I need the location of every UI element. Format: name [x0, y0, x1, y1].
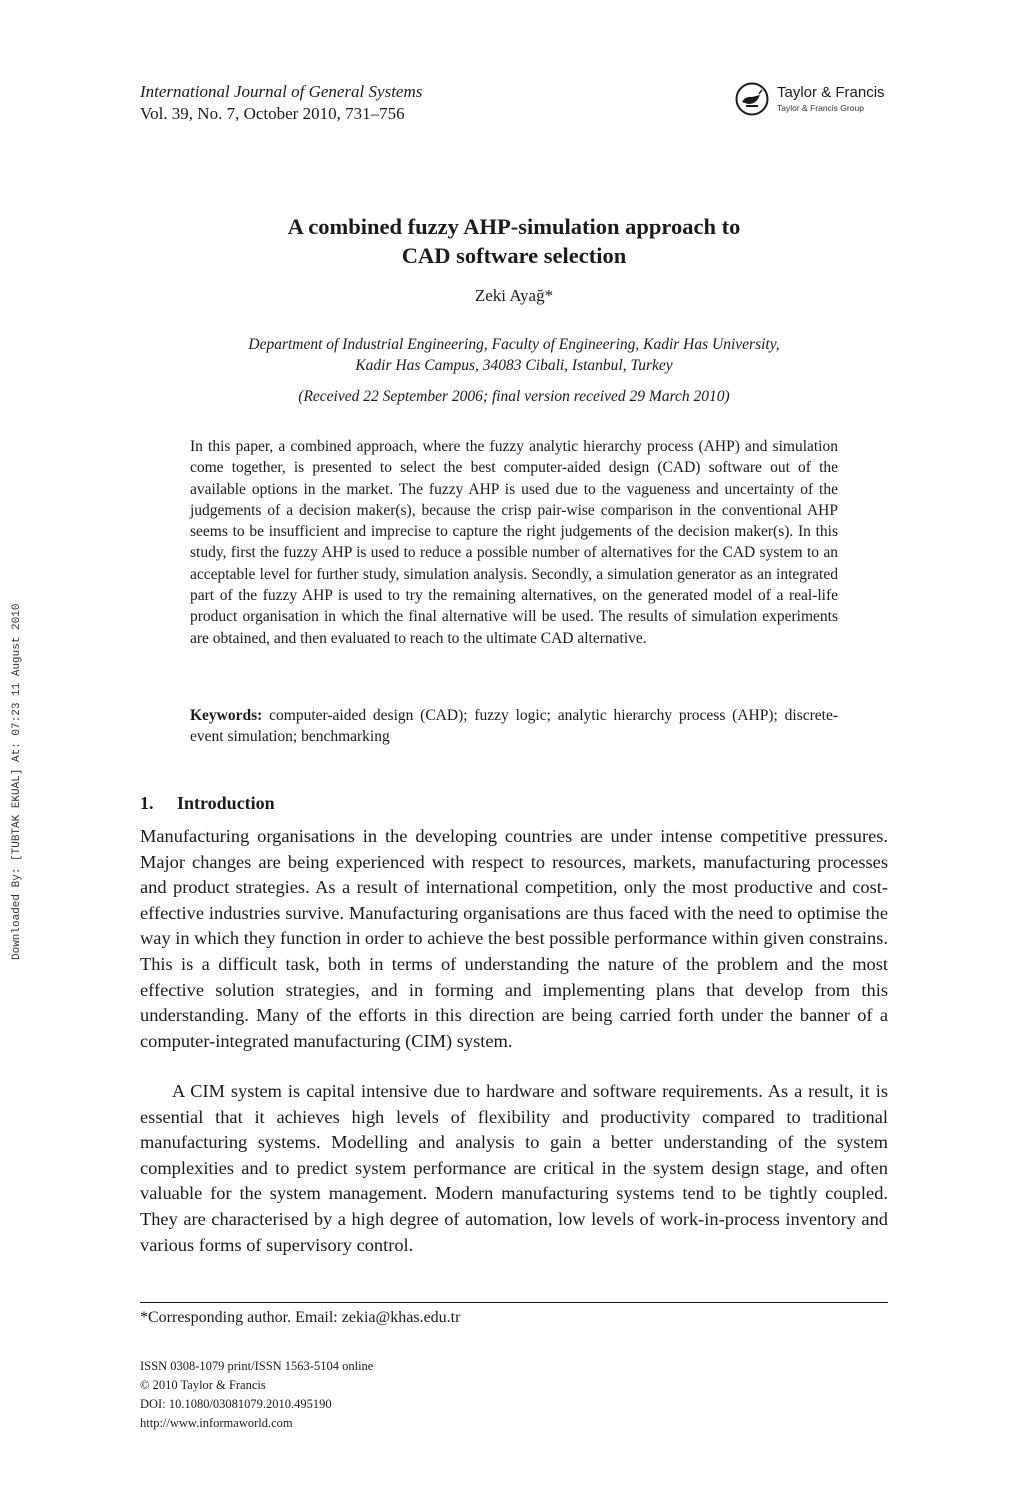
publisher-logo — [735, 80, 905, 120]
publisher-group: Taylor & Francis Group — [777, 103, 864, 113]
article-title — [140, 212, 888, 270]
keywords — [190, 705, 838, 748]
received-dates: (Received 22 September 2006; final version received 29 March 2010) — [298, 388, 730, 405]
download-stamp: Downloaded By: [TUBTAK EKUAL] At: 07:23 11 August 2010 — [11, 603, 23, 960]
publisher-brand: Taylor & Francis — [777, 84, 885, 101]
publication-info — [140, 1357, 373, 1433]
keywords-label: Keywords: — [190, 707, 263, 724]
footnote-rule — [140, 1302, 888, 1303]
section-number: 1. — [140, 793, 154, 813]
abstract: In this paper, a combined approach, where the fuzzy analytic hierarchy process (AHP) and simulation come together, is presented to select the best computer-aided design (CAD) software out of the available options in the market. The fuzzy AHP is used due to the vagueness and uncertainty of the judgements of a decision maker(s), because the crisp pair-wise comparison in the conventional AHP seems to be insufficient and imprecise to capture the right judgements of the decision maker(s). In this study, first the fuzzy AHP is used to reduce a possible number of alternatives for the CAD system to an acceptable level for further study, simulation analysis. Secondly, a simulation generator as an integrated part of the fuzzy AHP is used to try the remaining alternatives, on the generated model of a real-life product organisation in which the final alternative will be used. The results of simulation experiments are obtained, and then evaluated to reach to the ultimate CAD alternative. — [190, 438, 838, 647]
body-paragraph-1: Manufacturing organisations in the developing countries are under intense competitive pressures. Major changes are being experienced with respect to resources, markets, manufacturing processes and product strategies. As a result of international competition, only the most productive and cost-effective industries survive. Manufacturing organisations are thus faced with the need to optimise the way in which they function in order to achieve the best possible performance within given constrains. This is a difficult task, both in terms of understanding the nature of the problem and the most effective solution strategies, and in forming and implementing plans that develop from this understanding. Many of the efforts in this direction are being carried forth under the banner of a computer-integrated manufacturing (CIM) system. — [140, 826, 888, 1051]
affiliation-line-2: Kadir Has Campus, 34083 Cibali, Istanbul, Turkey — [355, 357, 673, 374]
section-heading — [140, 793, 275, 814]
keywords-list: computer-aided design (CAD); fuzzy logic; analytic hierarchy process (AHP); discrete-event simulation; benchmarking — [190, 707, 838, 746]
body-paragraph-2: A CIM system is capital intensive due to hardware and software requirements. As a result, it is essential that it achieves high levels of flexibility and productivity compared to traditional manufacturing systems. Modelling and analysis to gain a better understanding of the system complexities and to predict system performance are critical in the system design stage, and often valuable for the system management. Modern manufacturing systems tend to be tightly coupled. They are characterised by a high degree of automation, low levels of work-in-process inventory and various forms of supervisory control. — [140, 1081, 888, 1255]
doi: DOI: 10.1080/03081079.2010.495190 — [140, 1397, 332, 1411]
journal-volume: Vol. 39, No. 7, October 2010, 731–756 — [140, 104, 405, 123]
journal-name: International Journal of General Systems — [140, 82, 423, 101]
publisher-url[interactable]: http://www.informaworld.com — [140, 1416, 293, 1430]
title-line-2: CAD software selection — [401, 243, 627, 268]
issn: ISSN 0308-1079 print/ISSN 1563-5104 online — [140, 1359, 374, 1373]
affiliation-line-1: Department of Industrial Engineering, Faculty of Engineering, Kadir Has University, — [248, 336, 780, 353]
copyright: © 2010 Taylor & Francis — [140, 1378, 266, 1392]
author: Zeki Ayağ* — [474, 286, 554, 305]
section-title: Introduction — [177, 793, 275, 813]
title-line-1: A combined fuzzy AHP-simulation approach to — [287, 214, 741, 239]
affiliation — [140, 334, 888, 376]
lamp-icon — [735, 82, 769, 116]
corresponding-author-footnote: *Corresponding author. Email: zekia@khas.edu.tr — [140, 1309, 461, 1326]
